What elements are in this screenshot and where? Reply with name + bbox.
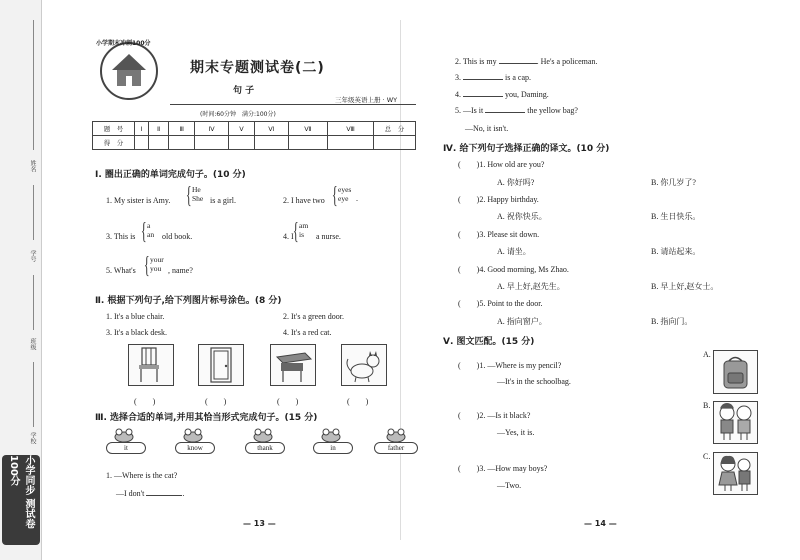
option[interactable]: a an <box>147 221 155 239</box>
page-subtitle: 句 子 <box>233 86 255 96</box>
grade-label: 三年级英语上册 · WY <box>335 96 398 104</box>
brace: { <box>292 219 299 245</box>
answer-blank[interactable] <box>146 495 182 496</box>
door-image <box>198 344 244 386</box>
page-title: 期末专题测试卷(二) <box>190 60 325 76</box>
brace: { <box>143 253 150 279</box>
r-q3: 3. is a cap. <box>455 73 531 82</box>
score-table-score-row <box>93 136 416 150</box>
strip-line <box>33 185 34 240</box>
score-cell[interactable] <box>328 136 374 150</box>
q2-pre: 2. I have two <box>283 196 325 205</box>
q2-post: . <box>356 194 358 203</box>
answer-blank[interactable] <box>463 79 503 80</box>
score-cell[interactable] <box>135 136 149 150</box>
s4-item-1-a: A. 你好吗? <box>497 178 535 187</box>
logo <box>100 42 158 100</box>
word-option[interactable]: it <box>106 442 146 454</box>
name-label: 姓名 <box>29 160 36 172</box>
q4-pre: 4. I <box>283 232 294 241</box>
answer-blank[interactable] <box>485 112 525 113</box>
brand-badge: 小学同步 测试卷100分 <box>2 455 40 545</box>
brace: { <box>140 219 147 245</box>
girl-boy-image <box>713 452 758 495</box>
page-number-right: — 14 — <box>584 519 617 528</box>
brace: { <box>185 183 192 209</box>
class-label: 班级 <box>29 338 36 350</box>
s3-q1-line2: —I don't . <box>116 489 185 498</box>
cat-icon <box>342 345 386 385</box>
answer-paren[interactable]: ( ) <box>277 397 299 406</box>
answer-paren[interactable]: ( ) <box>205 397 227 406</box>
schoolbag-image <box>713 350 758 394</box>
chair-image <box>128 344 174 386</box>
s4-item-4-b: B. 早上好,赵女士。 <box>651 282 719 291</box>
logo-text: 小学期末冲刺100分 <box>96 40 151 47</box>
q1-pre: 1. My sister is Amy. <box>106 196 171 205</box>
desk-image <box>270 344 316 386</box>
section-5-heading: Ⅴ. 图文匹配。(15 分) <box>443 337 535 347</box>
section-2-heading: Ⅱ. 根据下列句子,给下列图片标号涂色。(8 分) <box>95 296 282 306</box>
strip-line <box>33 275 34 330</box>
option[interactable]: eyes eye <box>338 185 352 203</box>
table-cell: Ⅷ <box>328 122 374 136</box>
r-q5-answer: —No, it isn't. <box>465 124 509 133</box>
table-cell: Ⅴ <box>228 122 254 136</box>
s4-item-1-q[interactable]: ( )1. How old are you? <box>458 160 545 169</box>
sentence-4: 4. It's a red cat. <box>283 328 332 337</box>
chair-icon <box>129 345 173 385</box>
s5-q2-line1[interactable]: ( )2. —Is it black? <box>458 411 531 420</box>
option[interactable]: am is <box>299 221 309 239</box>
desk-icon <box>271 345 315 385</box>
score-cell[interactable] <box>254 136 288 150</box>
word-option[interactable]: in <box>313 442 353 454</box>
q1-post: is a girl. <box>210 196 236 205</box>
s4-item-2-b: B. 生日快乐。 <box>651 212 701 221</box>
school-label: 学校 <box>29 432 36 444</box>
section-4-heading: Ⅳ. 给下列句子选择正确的译文。(10 分) <box>443 144 610 154</box>
table-cell: 得 分 <box>93 136 135 150</box>
answer-blank[interactable] <box>499 63 537 64</box>
sentence-1: 1. It's a blue chair. <box>106 312 165 321</box>
s4-item-5-b: B. 指向门。 <box>651 317 693 326</box>
answer-paren[interactable]: ( ) <box>134 397 156 406</box>
score-cell[interactable] <box>169 136 195 150</box>
s5-q2-line2: —Yes, it is. <box>497 428 535 437</box>
word-option[interactable]: father <box>374 442 418 454</box>
table-cell: Ⅲ <box>169 122 195 136</box>
id-label: 学号 <box>29 250 36 262</box>
s5-q1-line1[interactable]: ( )1. —Where is my pencil? <box>458 361 562 370</box>
door-icon <box>199 345 243 385</box>
kids-icon <box>714 402 757 443</box>
strip-line <box>33 362 34 427</box>
table-cell: Ⅳ <box>195 122 229 136</box>
score-cell[interactable] <box>148 136 168 150</box>
table-cell: Ⅰ <box>135 122 149 136</box>
score-table-header-row <box>93 122 416 136</box>
brace: { <box>331 183 338 209</box>
q4-post: a nurse. <box>316 232 341 241</box>
sentence-2: 2. It's a green door. <box>283 312 344 321</box>
score-table <box>92 121 416 150</box>
schoolbag-icon <box>714 351 757 393</box>
option[interactable]: your you <box>150 255 164 273</box>
s4-item-4-q[interactable]: ( )4. Good morning, Ms Zhao. <box>458 265 569 274</box>
score-cell[interactable] <box>195 136 229 150</box>
s4-item-4-a: A. 早上好,赵先生。 <box>497 282 565 291</box>
sentence-3: 3. It's a black desk. <box>106 328 167 337</box>
r-q4: 4. you, Daming. <box>455 90 549 99</box>
score-cell[interactable] <box>288 136 328 150</box>
table-cell: Ⅱ <box>148 122 168 136</box>
answer-paren[interactable]: ( ) <box>347 397 369 406</box>
r-q5: 5. —Is it the yellow bag? <box>455 106 578 115</box>
score-cell[interactable] <box>228 136 254 150</box>
s4-item-3-a: A. 请坐。 <box>497 247 531 256</box>
pic-label-c: C. <box>703 452 711 461</box>
children-icon <box>714 453 757 494</box>
pic-label-b: B. <box>703 401 711 410</box>
q3-post: old book. <box>162 232 193 241</box>
s3-q1-line1: 1. —Where is the cat? <box>106 471 178 480</box>
word-bank <box>106 428 406 466</box>
s4-item-2-q[interactable]: ( )2. Happy birthday. <box>458 195 539 204</box>
s5-q3-line2: —Two. <box>497 481 522 490</box>
answer-blank[interactable] <box>463 96 503 97</box>
s4-item-3-q[interactable]: ( )3. Please sit down. <box>458 230 540 239</box>
s4-item-1-b: B. 你几岁了? <box>651 178 696 187</box>
q5-pre: 5. What's <box>106 266 136 275</box>
cat-image <box>341 344 387 386</box>
two-boys-image <box>713 401 758 444</box>
option[interactable]: He She <box>192 185 204 203</box>
s4-item-3-b: B. 请站起来。 <box>651 247 701 256</box>
header-rule <box>170 104 416 105</box>
s4-item-2-a: A. 祝你快乐。 <box>497 212 547 221</box>
word-option[interactable]: know <box>175 442 215 454</box>
table-cell: Ⅵ <box>254 122 288 136</box>
score-cell[interactable] <box>374 136 416 150</box>
r-q2: 2. This is my . He's a policeman. <box>455 57 598 66</box>
word-option[interactable]: thank <box>245 442 285 454</box>
section-1-heading: Ⅰ. 圈出正确的单词完成句子。(10 分) <box>95 170 246 180</box>
table-cell: Ⅶ <box>288 122 328 136</box>
house-icon <box>102 44 156 98</box>
q5-post: , name? <box>168 266 193 275</box>
strip-line <box>33 20 34 150</box>
section-3-heading: Ⅲ. 选择合适的单词,并用其恰当形式完成句子。(15 分) <box>95 413 318 423</box>
q3-pre: 3. This is <box>106 232 136 241</box>
s4-item-5-q[interactable]: ( )5. Point to the door. <box>458 299 543 308</box>
page-number-left: — 13 — <box>243 519 276 528</box>
s5-q3-line1[interactable]: ( )3. —How may boys? <box>458 464 548 473</box>
time-info: (时间:60分钟 满分:100分) <box>200 111 276 118</box>
table-cell: 总 分 <box>374 122 416 136</box>
s4-item-5-a: A. 指向窗户。 <box>497 317 547 326</box>
table-cell: 题 号 <box>93 122 135 136</box>
pic-label-a: A. <box>703 350 711 359</box>
s5-q1-line2: —It's in the schoolbag. <box>497 377 571 386</box>
